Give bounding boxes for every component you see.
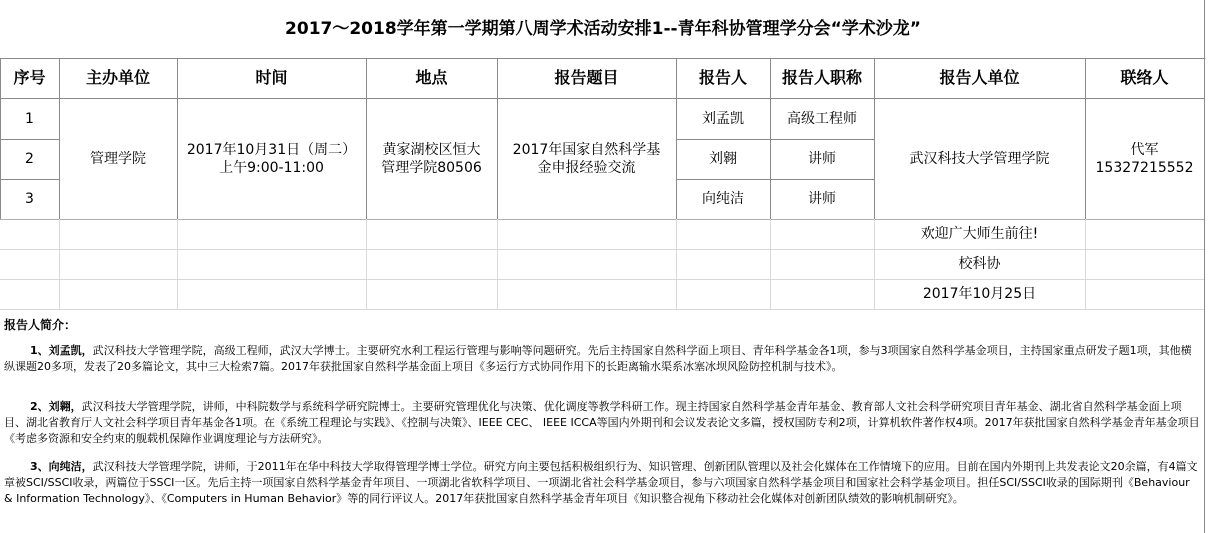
bio-lead: 3、向纯洁， — [30, 460, 93, 473]
speaker-name: 刘翱 — [709, 151, 737, 167]
bio-text: 武汉科技大学管理学院，讲师，于2011年在华中科技大学取得管理学博士学位。研究方向主要包括积极组织行为、知识管理、创新团队管理以及社会化媒体在工作情境下的应用。目前在国内外期刊上共发表论文20余篇，有4篇文章被SCI/SSCI收录，两篇位于SSCI一区。先后主持一项国家自然科学基金青年项目、一项湖北省软科学项目、一项湖北省社会科学基金项目，参与六项国家自然科学基金项目和国家社会科学基金项目。担任SCI/SSCI收录的国际期刊《Behaviour & Information Technology》、《Computers in Human Behavior》等的同行评议人。2017年获批国家自然科学基金青年项目《知识整合视角下移动社会化媒体对创新团队绩效的影响机制研究》。 — [4, 460, 1198, 505]
row-no: 2 — [25, 151, 34, 167]
speaker-name: 刘孟凯 — [702, 110, 744, 127]
unit-cell: 武汉科技大学管理学院 — [909, 150, 1050, 167]
contact-name: 代军 — [1130, 141, 1159, 158]
topic-cell — [497, 98, 676, 219]
bio-lead: 1、刘孟凯， — [30, 344, 93, 357]
time-hours: 上午9:00-11:00 — [219, 159, 324, 176]
topic-line1: 2017年国家自然科学基 — [512, 141, 661, 158]
bio-paragraph — [4, 399, 1200, 447]
header-speaker: 报告人 — [698, 68, 747, 87]
contact-phone: 15327215552 — [1095, 159, 1194, 176]
organizer-text: 校科协 — [958, 256, 1001, 272]
bio-paragraph — [4, 343, 1200, 375]
bio-paragraph — [4, 459, 1200, 507]
bio-text: 武汉科技大学管理学院，讲师，中科院数学与系统科学研究院博士。主要研究管理优化与决策、优化调度等教学科研工作。现主持国家自然科学基金青年基金、教育部人文社会科学研究项目青年基金、湖北省自然科学基金面上项目、湖北省教育厅人文社会科学项目青年基金各1项。在《系统工程理论与实践》、《控制与决策》、IEEE CEC、 IEEE ICCA等国内外期刊和会议发表论文多篇，授权国防专利2项，计算机软件著作权4项。2017年获批国家自然科学基金青年基金项目《考虑多资源和安全约束的舰载机保障作业调度理论与方法研究》。 — [4, 400, 1200, 445]
page-title: 2017～2018学年第一学期第八周学术活动安排1--青年科协管理学分会“学术沙龙” — [0, 0, 1206, 59]
speaker-rank: 高级工程师 — [787, 110, 857, 127]
place-line1: 黄家湖校区恒大 — [382, 141, 481, 158]
header-unit: 报告人单位 — [939, 68, 1020, 87]
header-no: 序号 — [13, 68, 46, 87]
header-topic: 报告题目 — [554, 68, 619, 87]
time-date: 2017年10月31日（周二） — [186, 141, 357, 158]
host-cell: 管理学院 — [90, 150, 146, 167]
place-line2: 管理学院80506 — [381, 159, 482, 176]
notice-date: 2017年10月25日 — [922, 286, 1037, 302]
bio-lead: 2、刘翱， — [30, 400, 82, 413]
intro-title: 报告人简介： — [4, 318, 77, 332]
place-cell — [366, 98, 497, 219]
row-no: 3 — [25, 191, 34, 207]
speaker-rank: 讲师 — [808, 191, 836, 207]
time-cell — [177, 98, 366, 219]
welcome-text: 欢迎广大师生前往! — [920, 226, 1039, 242]
row-no: 1 — [25, 110, 34, 127]
header-place: 地点 — [415, 68, 448, 87]
speaker-name: 向纯洁 — [702, 191, 744, 207]
header-time: 时间 — [255, 68, 288, 87]
speaker-intro — [0, 310, 1206, 533]
header-rank: 报告人职称 — [781, 68, 862, 87]
header-host: 主办单位 — [85, 68, 150, 87]
header-contact: 联络人 — [1120, 68, 1169, 87]
bio-text: 武汉科技大学管理学院，高级工程师，武汉大学博士。主要研究水利工程运行管理与影响等问题研究。先后主持国家自然科学面上项目、青年科学基金各1项，参与3项国家自然科学基金项目，主持国家重点研发子题1项，其他横纵课题20多项，发表了20多篇论文，其中三大检索7篇。2017年获批国家自然科学基金面上项目《多运行方式协同作用下的长距离输水渠系冰塞冰坝风险防控机制与技术》。 — [4, 344, 1192, 373]
speaker-rank: 讲师 — [808, 151, 836, 167]
contact-cell — [1085, 98, 1204, 219]
topic-line2: 金申报经验交流 — [537, 159, 636, 176]
